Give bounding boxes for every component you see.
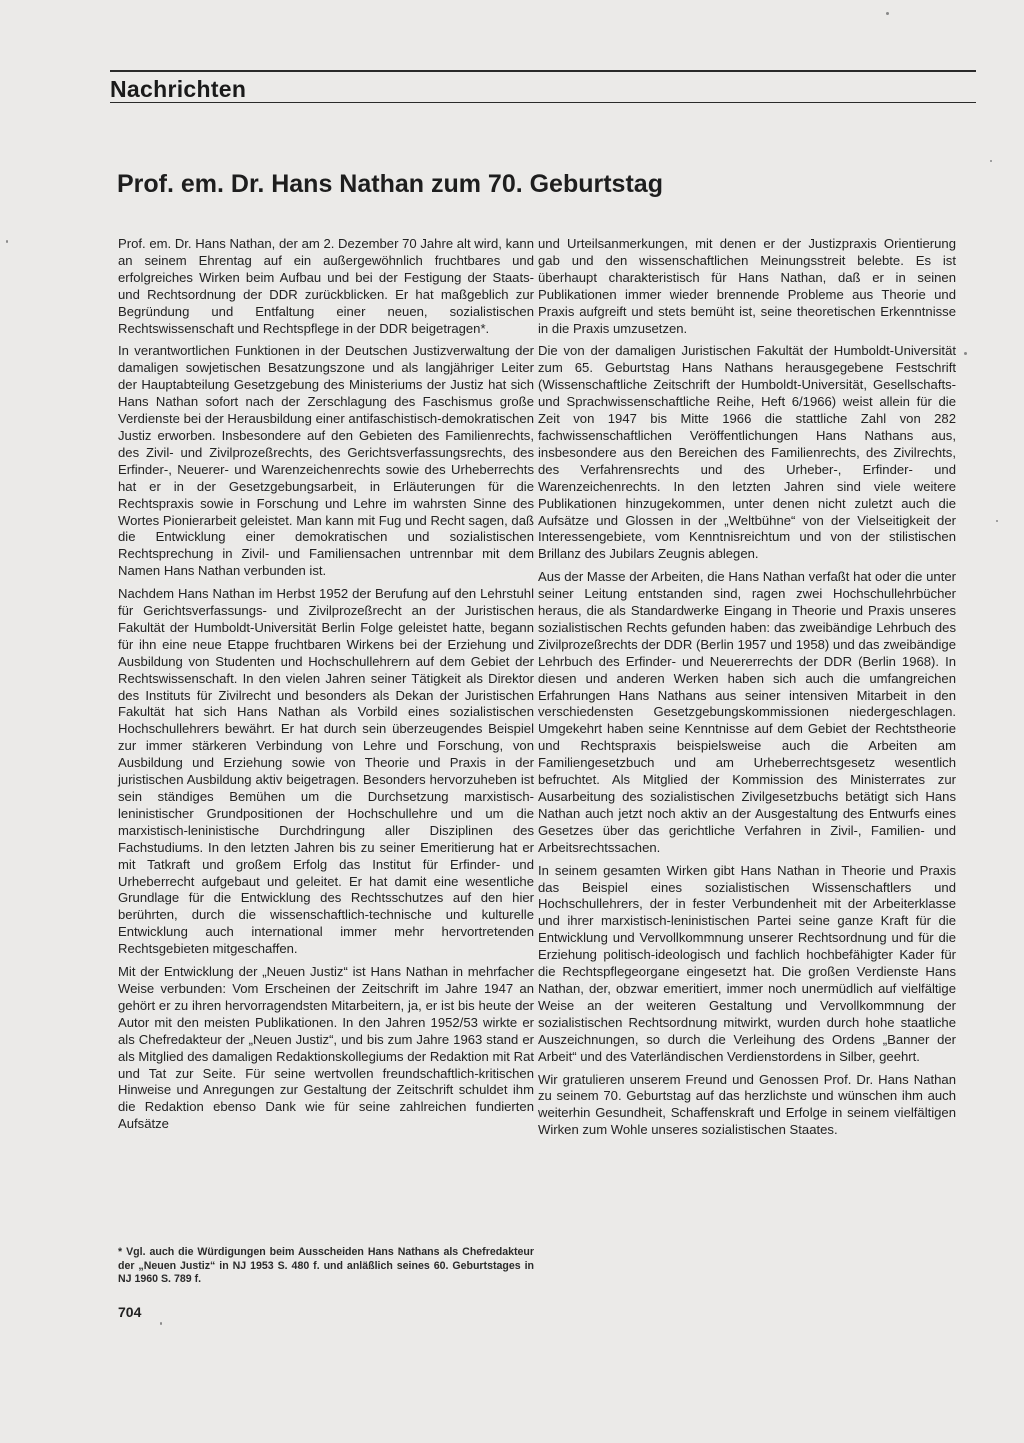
page-number: 704 <box>118 1304 142 1320</box>
article-title: Prof. em. Dr. Hans Nathan zum 70. Geburtstag <box>117 170 663 198</box>
paragraph: In verantwortlichen Funktionen in der Deutschen Justizverwaltung der damaligen sowjetischen Besatzungszone und als langjähriger Leiter der Hauptabteilung Gesetzgebung des Ministeriums der Justiz hat sich Hans Nathan sofort nach der Zerschlagung des Faschismus große Verdienste bei der Herausbildung einer antifaschistisch-demokratischen Justiz erworben. Insbesondere auf den Gebieten des Familienrechts, des Zivil- und Zivilprozeßrechts, des Gerichtsverfassungsrechts, des Erfinder-, Neuerer- und Warenzeichenrechts sowie des Urheberrechts hat er in der Gesetzgebungsarbeit, in Erläuterungen für die Rechtspraxis sowie in Forschung und Lehre im wahrsten Sinne des Wortes Pionierarbeit geleistet. Man kann mit Fug und Recht sagen, daß die Entwicklung einer demokratischen und sozialistischen Rechtsprechung in Zivil- und Familiensachen untrennbar mit dem Namen Hans Nathan verbunden ist. <box>118 343 534 579</box>
paragraph: und Urteilsanmerkungen, mit denen er der Justizpraxis Orientierung gab und den wissenschaftlichen Meinungsstreit belebte. Es ist überhaupt charakteristisch für Hans Nathan, daß er in seinen Publikationen immer wieder brennende Probleme aus Theorie und Praxis aufgreift und stets bemüht ist, seine theoretischen Erkenntnisse in die Praxis umzusetzen. <box>538 236 956 336</box>
paragraph: Aus der Masse der Arbeiten, die Hans Nathan verfaßt hat oder die unter seiner Leitung entstanden sind, ragen zwei Hochschullehrbücher heraus, die als Standardwerke Eingang in Theorie und Praxis unseres sozialistischen Rechts gefunden haben: das zweibändige Lehrbuch des Zivilprozeßrechts der DDR (Berlin 1957 und 1958) und das zweibändige Lehrbuch des Erfinder- und Neuererrechts der DDR (Berlin 1968). In diesen und anderen Werken haben sich auch die umfangreichen Erfahrungen Hans Nathans aus seiner intensiven Mitarbeit in den verschiedensten Gesetzgebungskommissionen niedergeschlagen. Umgekehrt haben seine Kenntnisse auf dem Gebiet der Rechtstheorie und Rechtspraxis beispielsweise auch die Arbeiten am Familiengesetzbuch und am Urheberrechtsgesetz wesentlich befruchtet. Als Mitglied der Kommission des Ministerrates zur Ausarbeitung des sozialistischen Zivilgesetzbuchs betätigt sich Hans Nathan auch jetzt noch aktiv an der Ausgestaltung des Entwurfs eines Gesetzes über das gerichtliche Verfahren in Zivil-, Familien- und Arbeitsrechtssachen. <box>538 569 956 855</box>
speck <box>6 240 8 243</box>
left-column <box>118 236 534 1139</box>
paragraph: Nachdem Hans Nathan im Herbst 1952 der Berufung auf den Lehrstuhl für Gerichtsverfassungs- und Zivilprozeßrecht an der Juristischen Fakultät der Humboldt-Universität Berlin Folge geleistet hatte, begann für ihn eine neue Etappe fruchtbaren Wirkens bei der Erziehung und Ausbildung von Studenten und Hochschullehrern auf dem Gebiet der Rechtswissenschaft. In den vielen Jahren seiner Tätigkeit als Direktor des Instituts für Zivilrecht und besonders als Dekan der Juristischen Fakultät hat sich Hans Nathan als Vorbild eines sozialistischen Hochschullehrers bewährt. Er hat durch sein überzeugendes Beispiel zur immer stärkeren Verbindung von Lehre und Forschung, von Ausbildung und Erziehung sowie von Theorie und Praxis in der juristischen Ausbildung aktiv beigetragen. Besonders hervorzuheben ist sein ständiges Bemühen um die Durchsetzung marxistisch-leninistischer Grundpositionen der Hochschullehre und um die marxistisch-leninistische Durchdringung aller Disziplinen des Fachstudiums. In den letzten Jahren bis zu seiner Emeritierung hat er mit Tatkraft und großem Erfolg das Institut für Erfinder- und Urheberrecht aufgebaut und geleitet. Er hat damit eine wesentliche Grundlage für die Entwicklung des Rechtsschutzes auf den hier berührten, durch die wissenschaftlich-technische und kulturelle Entwicklung auch international immer mehr hervortretenden Rechtsgebieten mitgeschaffen. <box>118 586 534 957</box>
speck <box>990 160 992 162</box>
header-rule-bottom <box>110 102 976 103</box>
right-column <box>538 236 956 1145</box>
speck <box>996 520 998 522</box>
footnote: * Vgl. auch die Würdigungen beim Ausscheiden Hans Nathans als Chefredakteur der „Neuen Justiz“ in NJ 1953 S. 480 f. und anläßlich seines 60. Geburtstages in NJ 1960 S. 789 f. <box>118 1246 534 1286</box>
speck <box>160 1322 162 1325</box>
paragraph: Wir gratulieren unserem Freund und Genossen Prof. Dr. Hans Nathan zu seinem 70. Geburtstag auf das herzlichste und wünschen ihm auch weiterhin Gesundheit, Schaffenskraft und Erfolge in seinem vielfältigen Wirken zum Wohle unseres sozialistischen Staates. <box>538 1071 956 1138</box>
paragraph: Die von der damaligen Juristischen Fakultät der Humboldt-Universität zum 65. Geburtstag Hans Nathans herausgegebene Festschrift (Wissenschaftliche Zeitschrift der Humboldt-Universität, Gesellschafts- und Sprachwissenschaftliche Reihe, Heft 6/1966) weist allein für die Zeit von 1947 bis Mitte 1966 die stattliche Zahl von 282 fachwissenschaftlichen Veröffentlichungen Hans Nathans aus, insbesondere aus den Bereichen des Familienrechts, des Zivilrechts, des Verfahrensrechts und des Urheber-, Erfinder- und Warenzeichenrechts. In den letzten Jahren sind viele weitere Publikationen hinzugekommen, unter denen nicht zuletzt auch die Aufsätze und Glossen in der „Weltbühne“ von der Vielseitigkeit der Interessengebiete, vom Kenntnisreichtum und von der stilistischen Brillanz des Jubilars Zeugnis ablegen. <box>538 343 956 562</box>
speck <box>964 352 967 355</box>
paragraph: In seinem gesamten Wirken gibt Hans Nathan in Theorie und Praxis das Beispiel eines sozialistischen Wissenschaftlers und Hochschullehrers, der in fester Verbundenheit mit der Arbeiterklasse und ihrer marxistisch-leninistischen Partei seine ganze Kraft für die Entwicklung und Vervollkommnung unserer Rechtsordnung und für die Erziehung politisch-ideologisch und fachlich hochbefähigter Kader für die Rechtspflegeorgane eingesetzt hat. Die großen Verdienste Hans Nathan, der, obzwar emeritiert, immer noch unermüdlich auf vielfältige Weise an der weiteren Gestaltung und Vervollkommnung der sozialistischen Rechtsordnung mitwirkt, wurden durch hohe staatliche Auszeichnungen, so durch die Verleihung des Ordens „Banner der Arbeit“ und des Vaterländischen Verdienstordens in Silber, geehrt. <box>538 862 956 1064</box>
paragraph: Prof. em. Dr. Hans Nathan, der am 2. Dezember 70 Jahre alt wird, kann an seinem Ehrentag auf ein außergewöhnlich fruchtbares und erfolgreiches Wirken beim Aufbau und bei der Festigung der Staats- und Rechtsordnung der DDR zurückblicken. Er hat maßgeblich zur Begründung und Entfaltung einer neuen, sozialistischen Rechtswissenschaft und Rechtspflege in der DDR beigetragen*. <box>118 236 534 336</box>
speck <box>886 12 889 15</box>
paragraph: Mit der Entwicklung der „Neuen Justiz“ ist Hans Nathan in mehrfacher Weise verbunden: Vom Erscheinen der Zeitschrift im Jahre 1947 an gehört er zu ihren hervorragendsten Mitarbeitern, ja, er ist bis heute der Autor mit den meisten Publikationen. In den Jahren 1952/53 wirkte er als Chefredakteur der „Neuen Justiz“, und bis zum Jahre 1963 stand er als Mitglied des damaligen Redaktionskollegiums der Redaktion mit Rat und Tat zur Seite. Für seine wertvollen freundschaftlich-kritischen Hinweise und Anregungen zur Gestaltung der Zeitschrift schuldet ihm die Redaktion ebenso Dank wie für seine zahlreichen fundierten Aufsätze <box>118 964 534 1132</box>
section-title: Nachrichten <box>110 76 247 102</box>
header-rule-top <box>110 70 976 72</box>
